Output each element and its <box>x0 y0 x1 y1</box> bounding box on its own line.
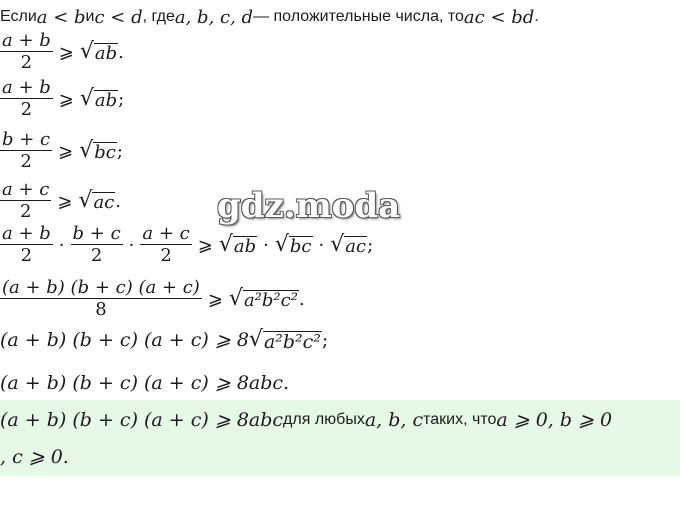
numerator: a + c <box>142 222 190 244</box>
relation: ⩾ <box>57 190 73 212</box>
radicand: ab <box>233 235 257 257</box>
numerator: a + b <box>2 76 51 98</box>
square-root: √ a²b²c² <box>228 285 298 311</box>
intro-line <box>0 4 539 30</box>
numerator: a + b <box>2 222 51 244</box>
denominator: 8 <box>95 298 107 320</box>
punctuation: ; <box>116 140 123 162</box>
radicand: ab <box>94 42 118 64</box>
square-root: √ ab <box>218 231 257 257</box>
formula-line-4 <box>0 178 121 224</box>
square-root: √ ab <box>79 85 118 111</box>
conclusion-line-2 <box>0 442 69 472</box>
relation: ⩾ <box>207 288 223 310</box>
denominator: 2 <box>20 51 33 73</box>
formula-line-3 <box>0 126 123 176</box>
square-root: √ ac <box>330 231 367 257</box>
multiply-dot: · <box>128 234 135 256</box>
formula-line-6 <box>0 274 305 324</box>
math-inline: a < b <box>36 6 86 28</box>
radicand: ab <box>94 89 118 111</box>
denominator: 2 <box>160 244 172 266</box>
multiply-dot: · <box>58 234 65 256</box>
formula-line-7 <box>0 324 328 356</box>
relation: ⩾ <box>58 41 74 63</box>
numerator: b + c <box>72 222 121 244</box>
intro-text: Если <box>0 8 37 25</box>
square-root: √ a²b²c² <box>248 326 321 353</box>
multiply-dot: · <box>263 234 269 256</box>
numerator: b + c <box>2 128 51 150</box>
numerator: a + b <box>2 29 51 51</box>
fraction <box>140 224 191 267</box>
fraction <box>0 78 53 121</box>
denominator: 2 <box>20 98 33 120</box>
watermark-logo: gdz.moda <box>217 186 401 226</box>
denominator: 2 <box>90 244 103 266</box>
conclusion-text: для любых <box>283 411 365 428</box>
numerator: (a + b) (b + c) (a + c) <box>2 276 200 298</box>
fraction <box>71 224 123 267</box>
formula-line-5 <box>0 220 373 270</box>
radicand: bc <box>289 235 312 257</box>
numerator: a + c <box>2 178 50 200</box>
formula-line-8 <box>0 368 289 398</box>
denominator: 2 <box>19 200 32 222</box>
math-expression: (a + b) (b + c) (a + c) ⩾ 8abc. <box>0 372 290 394</box>
intro-text: , где <box>142 8 175 25</box>
radicand: bc <box>94 141 116 163</box>
punctuation: . <box>298 288 305 310</box>
fraction <box>0 278 202 321</box>
square-root: √ bc <box>79 137 116 163</box>
radicand: a²b²c² <box>243 289 298 311</box>
conclusion-text: таких, что <box>423 411 497 428</box>
math-inline: ac < bd <box>463 6 535 28</box>
formula-line-2 <box>0 74 124 124</box>
fraction <box>0 180 51 223</box>
radicand: ac <box>345 235 367 257</box>
math-inline: a ⩾ 0, b ⩾ 0 <box>496 409 613 431</box>
punctuation: ; <box>118 88 125 110</box>
denominator: 2 <box>20 150 32 172</box>
math-expression: (a + b) (b + c) (a + c) ⩾ 8abc <box>0 409 284 431</box>
square-root: √ bc <box>274 231 312 257</box>
punctuation: ; <box>321 329 329 351</box>
square-root: √ ac <box>78 187 115 213</box>
fraction <box>0 224 53 267</box>
math-inline: , c ⩾ 0. <box>0 446 69 468</box>
conclusion-line-1 <box>0 404 612 436</box>
square-root: √ ab <box>79 38 118 64</box>
math-inline: a, b, c <box>364 409 424 431</box>
math-expression: (a + b) (b + c) (a + c) ⩾ 8 <box>0 329 249 351</box>
formula-line-1 <box>0 30 124 74</box>
relation: ⩾ <box>58 88 74 110</box>
relation: ⩾ <box>58 140 74 162</box>
punctuation: . <box>118 41 124 63</box>
math-inline: c < d <box>94 6 143 28</box>
math-inline: a, b, c, d <box>174 6 254 28</box>
fraction <box>0 130 52 173</box>
radicand: a²b²c² <box>263 330 321 353</box>
intro-text: — положительные числа, то <box>253 8 464 25</box>
intro-text: . <box>534 8 539 25</box>
punctuation: ; <box>367 234 374 256</box>
radicand: ac <box>93 191 115 213</box>
intro-text: и <box>85 8 95 25</box>
punctuation: . <box>115 190 122 212</box>
multiply-dot: · <box>318 234 325 256</box>
relation: ⩾ <box>197 234 213 256</box>
denominator: 2 <box>20 244 33 266</box>
fraction <box>0 31 53 74</box>
